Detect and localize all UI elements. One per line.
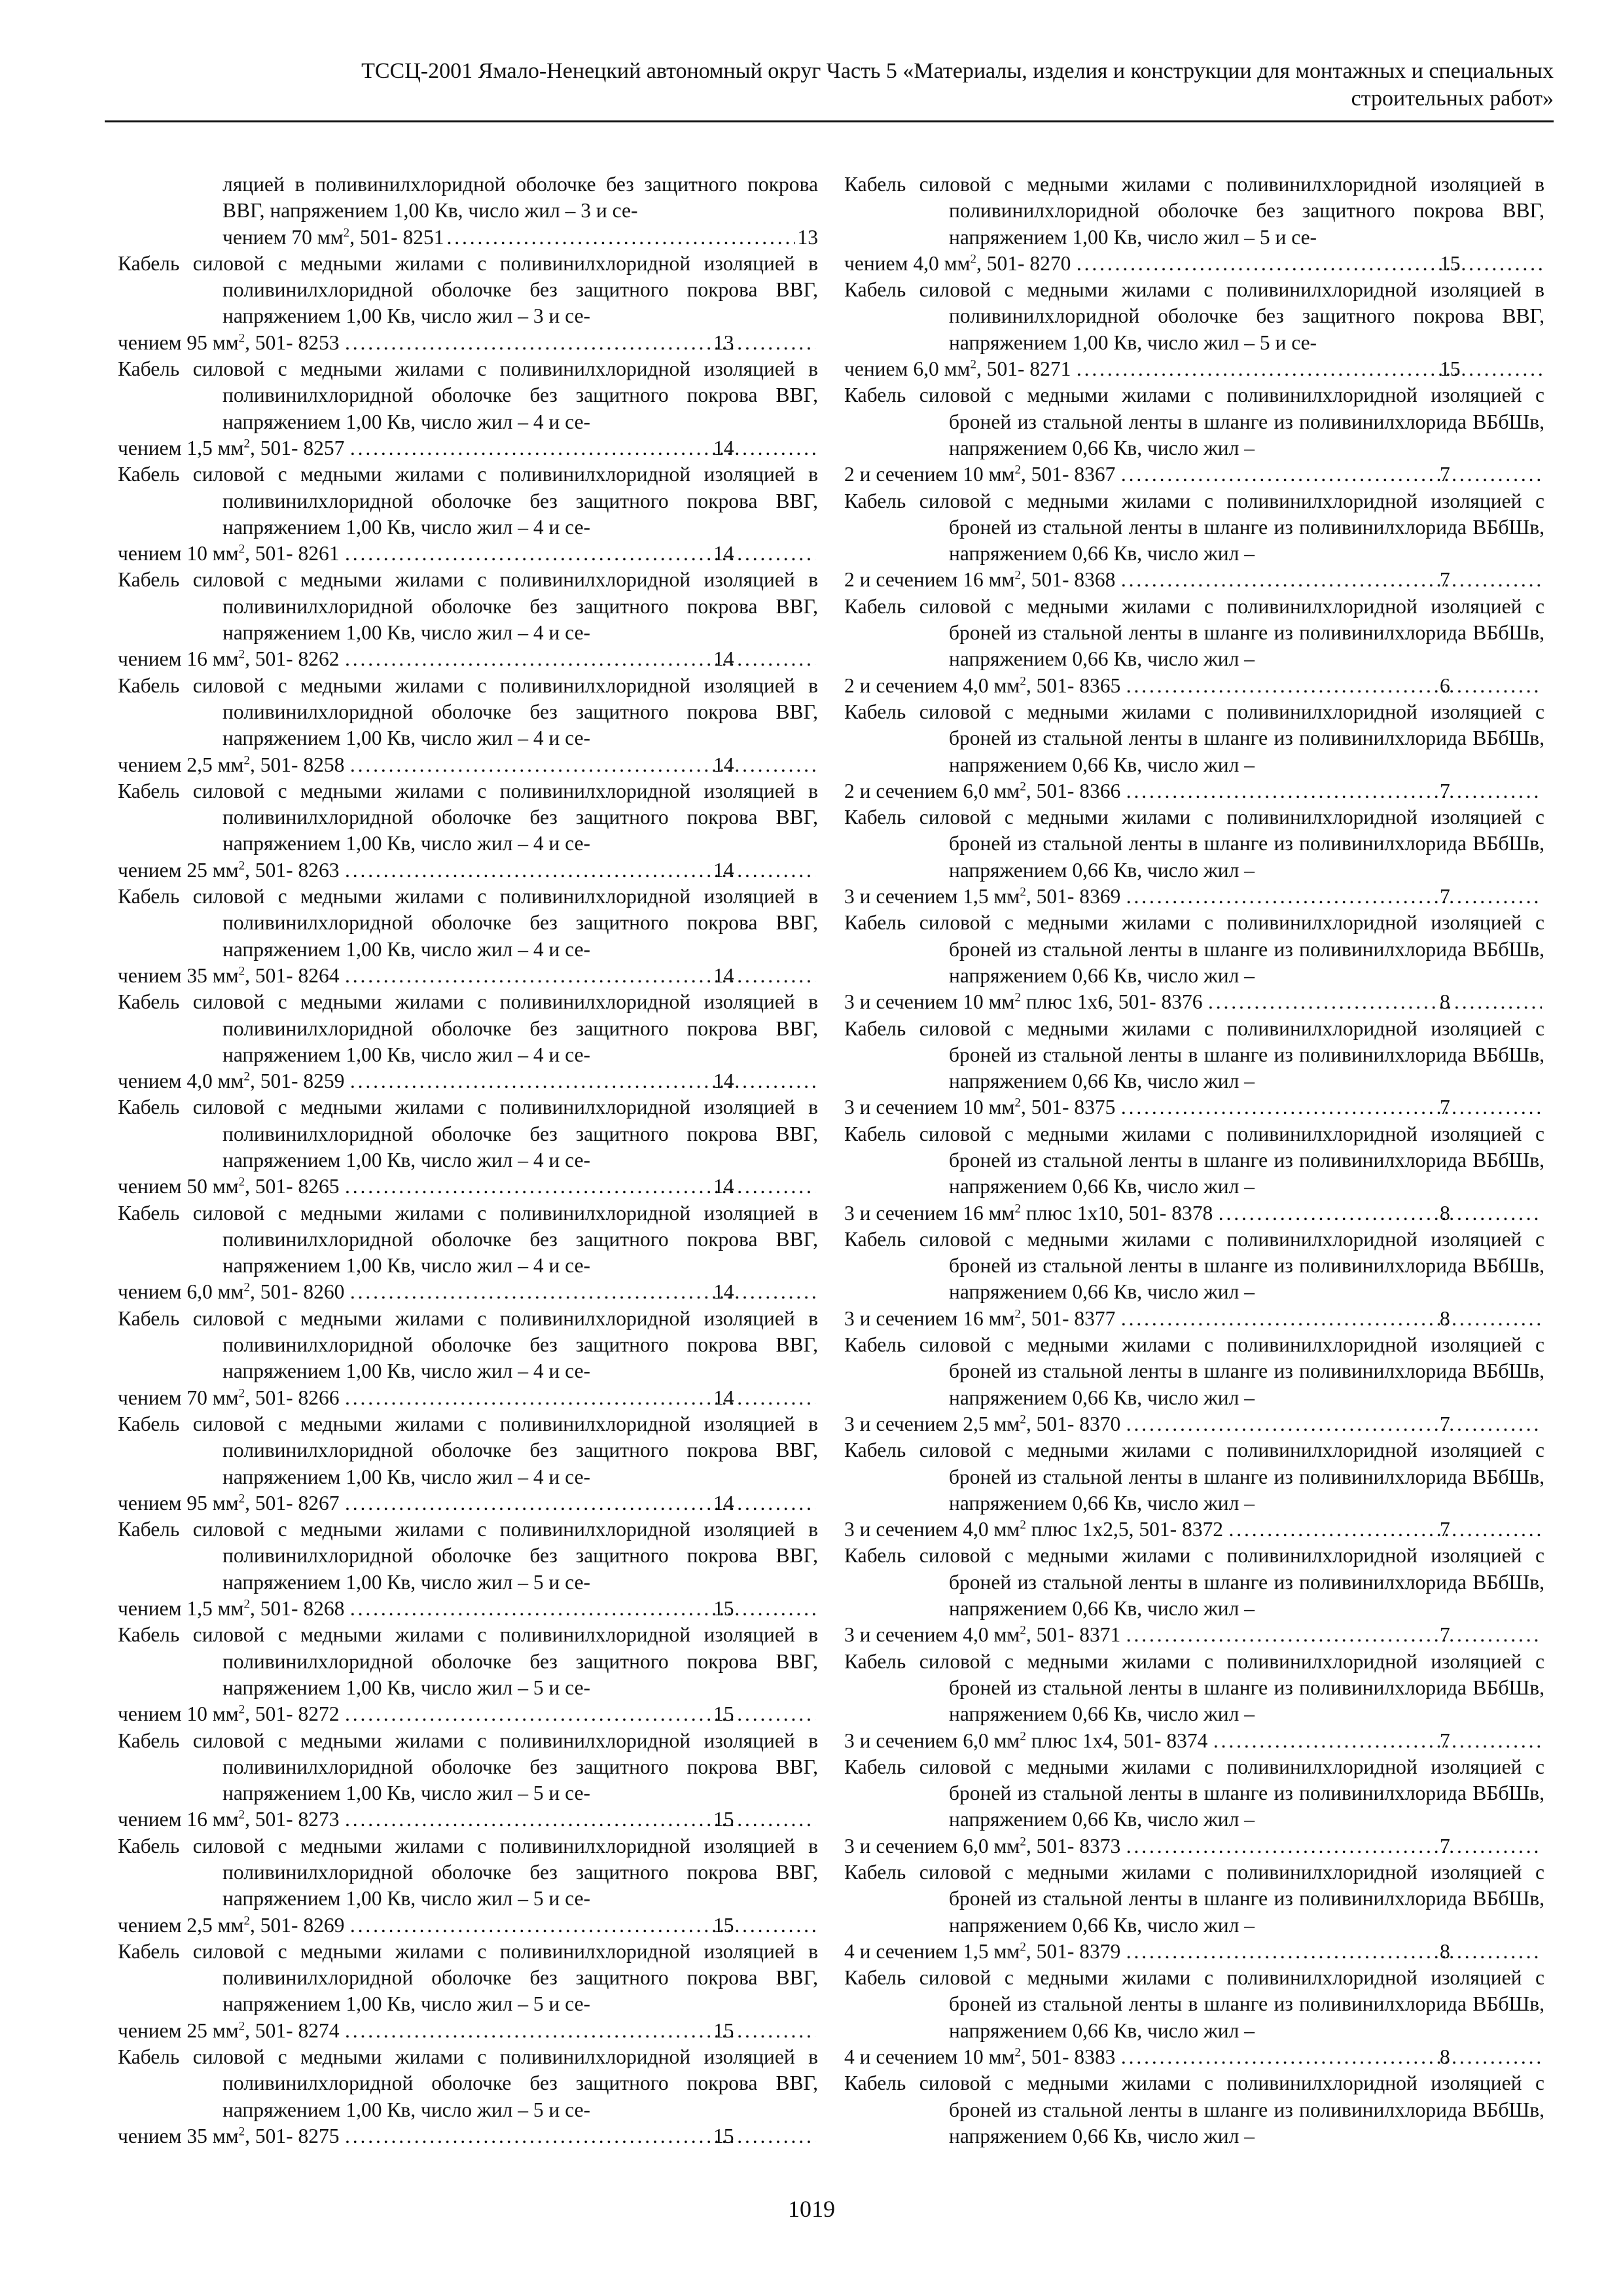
entry-tail: 3 и сечением 16 $мм^2$, 501- 8377 xyxy=(844,1306,1116,1330)
entry-text: Кабель силовой с медными жилами с поливинилхлоридной изоляцией с броней из стальной ленты в шланге из поливинилхлорида ВБбШв, напряжением 0,66 Кв, число жил – xyxy=(844,1649,1544,1726)
entry-tail: чением 70 $мм^2$, 501- 8251 xyxy=(223,225,444,249)
entry-text: Кабель силовой с медными жилами с поливинилхлоридной изоляцией с броней из стальной ленты в шланге из поливинилхлорида ВБбШв, напряжением 0,66 Кв, число жил – xyxy=(844,1122,1544,1198)
entry-text: Кабель силовой с медными жилами с поливинилхлоридной изоляцией в поливинилхлоридной оболочке без защитного покрова ВВГ, напряжением 1,00 Кв, число жил – 5 и се- xyxy=(118,1834,818,1910)
entry-last-line: 2 и сечением 4,0 $мм^2$, 501- 8365 . . . 6 xyxy=(949,673,1544,699)
index-entry xyxy=(118,567,818,672)
index-entry xyxy=(844,1227,1544,1332)
index-column-right xyxy=(844,171,1544,2149)
dot-leader xyxy=(1118,1094,1542,1121)
index-entry xyxy=(844,1543,1544,1648)
entry-text: Кабель силовой с медными жилами с поливинилхлоридной изоляцией в поливинилхлоридной оболочке без защитного покрова ВВГ, напряжением 1,00 Кв, число жил – 4 и се- xyxy=(118,1096,818,1172)
entry-text: Кабель силовой с медными жилами с поливинилхлоридной изоляцией в поливинилхлоридной оболочке без защитного покрова ВВГ, напряжением 1,00 Кв, число жил – 5 и се- xyxy=(118,1939,818,2016)
index-entry xyxy=(844,1965,1544,2070)
index-entry xyxy=(844,699,1544,804)
index-entry xyxy=(844,1121,1544,1227)
index-entry xyxy=(118,989,818,1094)
dot-leader xyxy=(342,1174,815,1200)
index-entry xyxy=(118,461,818,567)
index-entry xyxy=(118,1411,818,1516)
entry-tail: 3 и сечением 1,5 $мм^2$, 501- 8369 xyxy=(844,885,1121,908)
index-entry xyxy=(844,171,1544,277)
entry-page-number: 13 xyxy=(797,225,818,249)
dot-leader xyxy=(1123,673,1542,699)
dot-leader xyxy=(342,1701,815,1727)
entry-last-line: 2 и сечением 10 $мм^2$, 501- 8367 . . . 7 xyxy=(949,461,1544,488)
entry-tail: 3 и сечением 6,0 $мм^2$, 501- 8373 xyxy=(844,1834,1121,1857)
entry-tail: чением 4,0 $мм^2$, 501- 8259 xyxy=(118,1069,345,1093)
entry-last-line: чением 2,5 $мм^2$, 501- 8258 . . . 14 xyxy=(223,752,818,778)
entry-last-line: чением 35 $мм^2$, 501- 8264 . . . 14 xyxy=(223,963,818,989)
dot-leader xyxy=(342,857,815,884)
entry-text: Кабель силовой с медными жилами с поливинилхлоридной изоляцией в поливинилхлоридной оболочке без защитного покрова ВВГ, напряжением 1,00 Кв, число жил – 4 и се- xyxy=(118,779,818,855)
dot-leader xyxy=(347,1596,815,1622)
dot-leader xyxy=(342,1385,815,1411)
entry-text: Кабель силовой с медными жилами с поливинилхлоридной изоляцией с броней из стальной ленты в шланге из поливинилхлорида ВБбШв, напряжением 0,66 Кв, число жил – xyxy=(844,1544,1544,1621)
entry-last-line: 3 и сечением 6,0 $мм^2$ плюс 1х4, 501- 8374 . . . 7 xyxy=(949,1728,1544,1754)
entry-last-line: 3 и сечением 2,5 $мм^2$, 501- 8370 . . . 7 xyxy=(949,1411,1544,1437)
entry-text: Кабель силовой с медными жилами с поливинилхлоридной изоляцией в поливинилхлоридной оболочке без защитного покрова ВВГ, напряжением 1,00 Кв, число жил – 4 и се- xyxy=(118,673,818,750)
entry-last-line: 3 и сечением 10 $мм^2$ плюс 1х6, 501- 8376 . . . 8 xyxy=(949,989,1544,1015)
entry-text: Кабель силовой с медными жилами с поливинилхлоридной изоляцией в поливинилхлоридной оболочке без защитного покрова ВВГ, напряжением 1,00 Кв, число жил – 5 и се- xyxy=(844,173,1544,249)
index-entry xyxy=(844,277,1544,382)
entry-text: Кабель силовой с медными жилами с поливинилхлоридной изоляцией в поливинилхлоридной оболочке без защитного покрова ВВГ, напряжением 1,00 Кв, число жил – 4 и се- xyxy=(118,568,818,645)
dot-leader xyxy=(342,646,815,672)
dot-leader xyxy=(347,1912,815,1939)
page-number: 1019 xyxy=(788,2196,835,2222)
index-entry xyxy=(118,1200,818,1306)
entry-text: Кабель силовой с медными жилами с поливинилхлоридной изоляцией в поливинилхлоридной оболочке без защитного покрова ВВГ, напряжением 1,00 Кв, число жил – 4 и се- xyxy=(118,357,818,433)
index-entry xyxy=(844,1332,1544,1437)
index-column-left xyxy=(118,171,818,2149)
entry-text: Кабель силовой с медными жилами с поливинилхлоридной изоляцией с броней из стальной ленты в шланге из поливинилхлорида ВБбШв, напряжением 0,66 Кв, число жил – xyxy=(844,1755,1544,1831)
entry-text: Кабель силовой с медными жилами с поливинилхлоридной изоляцией в поливинилхлоридной оболочке без защитного покрова ВВГ, напряжением 1,00 Кв, число жил – 4 и се- xyxy=(118,463,818,539)
entry-text: Кабель силовой с медными жилами с поливинилхлоридной изоляцией в поливинилхлоридной оболочке без защитного покрова ВВГ, напряжением 1,00 Кв, число жил – 4 и се- xyxy=(118,990,818,1066)
entry-text: Кабель силовой с медными жилами с поливинилхлоридной изоляцией в поливинилхлоридной оболочке без защитного покрова ВВГ, напряжением 1,00 Кв, число жил – 5 и се- xyxy=(844,278,1544,354)
entry-text: Кабель силовой с медными жилами с поливинилхлоридной изоляцией в поливинилхлоридной оболочке без защитного покрова ВВГ, напряжением 1,00 Кв, число жил – 5 и се- xyxy=(118,2045,818,2121)
entry-tail: чением 1,5 $мм^2$, 501- 8268 xyxy=(118,1597,345,1621)
entry-tail: 3 и сечением 16 $мм^2$ плюс 1х10, 501- 8378 xyxy=(844,1201,1213,1225)
entry-tail: чением 35 $мм^2$, 501- 8264 xyxy=(118,963,340,987)
entry-tail: чением 95 $мм^2$, 501- 8253 xyxy=(118,331,340,354)
index-entry xyxy=(118,1939,818,2044)
dot-leader xyxy=(1118,461,1542,488)
dot-leader xyxy=(1118,2044,1542,2070)
entry-tail: 3 и сечением 4,0 $мм^2$ плюс 1х2,5, 501- 8372 xyxy=(844,1518,1223,1541)
entry-tail: 2 и сечением 6,0 $мм^2$, 501- 8366 xyxy=(844,779,1121,802)
dot-leader xyxy=(1123,778,1542,804)
entry-last-line: чением 2,5 $мм^2$, 501- 8269 . . . 15 xyxy=(223,1912,818,1939)
dot-leader xyxy=(1073,251,1542,277)
entry-tail: чением 10 $мм^2$, 501- 8261 xyxy=(118,542,340,565)
dot-leader xyxy=(342,1490,815,1516)
index-entry xyxy=(844,488,1544,594)
entry-tail: чением 95 $мм^2$, 501- 8267 xyxy=(118,1491,340,1515)
index-entry xyxy=(844,804,1544,910)
entry-last-line: 4 и сечением 1,5 $мм^2$, 501- 8379 . . . 8 xyxy=(949,1939,1544,1965)
dot-leader xyxy=(1210,1728,1542,1754)
entry-last-line: чением 70 $мм^2$, 501- 8266 . . . 14 xyxy=(223,1385,818,1411)
index-entry xyxy=(844,1649,1544,1754)
entry-text: Кабель силовой с медными жилами с поливинилхлоридной изоляцией в поливинилхлоридной оболочке без защитного покрова ВВГ, напряжением 1,00 Кв, число жил – 5 и се- xyxy=(118,1623,818,1699)
entry-tail: чением 70 $мм^2$, 501- 8266 xyxy=(118,1386,340,1409)
index-entry xyxy=(118,673,818,778)
entry-text: Кабель силовой с медными жилами с поливинилхлоридной изоляцией в поливинилхлоридной оболочке без защитного покрова ВВГ, напряжением 1,00 Кв, число жил – 3 и се- xyxy=(118,251,818,328)
dot-leader xyxy=(342,541,815,567)
entry-tail: 3 и сечением 10 $мм^2$ плюс 1х6, 501- 8376 xyxy=(844,990,1203,1014)
entry-tail: 2 и сечением 4,0 $мм^2$, 501- 8365 xyxy=(844,673,1121,697)
right-entry-list xyxy=(844,171,1544,2070)
dot-leader xyxy=(347,1068,815,1094)
entry-tail: чением 10 $мм^2$, 501- 8272 xyxy=(118,1702,340,1726)
entry-text: Кабель силовой с медными жилами с поливинилхлоридной изоляцией в поливинилхлоридной оболочке без защитного покрова ВВГ, напряжением 1,00 Кв, число жил – 4 и се- xyxy=(118,1201,818,1278)
entry-last-line: чением 16 $мм^2$, 501- 8273 . . . 15 xyxy=(223,1806,818,1833)
header-line-2: строительных работ» xyxy=(1351,86,1554,111)
index-entry xyxy=(844,1016,1544,1121)
entry-text: Кабель силовой с медными жилами с поливинилхлоридной изоляцией в поливинилхлоридной оболочке без защитного покрова ВВГ, напряжением 1,00 Кв, число жил – 4 и се- xyxy=(118,1306,818,1383)
entry-text: Кабель силовой с медными жилами с поливинилхлоридной изоляцией с броней из стальной ленты в шланге из поливинилхлорида ВБбШв, напряжением 0,66 Кв, число жил – xyxy=(844,911,1544,987)
index-entry xyxy=(118,1728,818,1833)
entry-last-line: чением 6,0 $мм^2$, 501- 8271 . . . 15 xyxy=(949,356,1544,382)
entry-last-line: 4 и сечением 10 $мм^2$, 501- 8383 . . . 8 xyxy=(949,2044,1544,2070)
entry-last-line: чением 16 $мм^2$, 501- 8262 . . . 14 xyxy=(223,646,818,672)
index-entry xyxy=(118,884,818,989)
entry-tail: чением 25 $мм^2$, 501- 8274 xyxy=(118,2018,340,2042)
entry-text: Кабель силовой с медными жилами с поливинилхлоридной изоляцией с броней из стальной ленты в шланге из поливинилхлорида ВБбШв, напряжением 0,66 Кв, число жил – xyxy=(844,2072,1544,2147)
entry-text: ляцией в поливинилхлоридной оболочке без защитного покрова ВВГ, напряжением 1,00 Кв, число жил – 3 и се- xyxy=(223,173,818,223)
entry-last-line: 3 и сечением 6,0 $мм^2$, 501- 8373 . . . 7 xyxy=(949,1833,1544,1859)
entry-last-line: чением 25 $мм^2$, 501- 8274 . . . 15 xyxy=(223,2018,818,2044)
entry-tail: чением 50 $мм^2$, 501- 8265 xyxy=(118,1175,340,1198)
entry-last-line: чением 6,0 $мм^2$, 501- 8260 . . . 14 xyxy=(223,1279,818,1305)
entry-text: Кабель силовой с медными жилами с поливинилхлоридной изоляцией с броней из стальной ленты в шланге из поливинилхлорида ВБбШв, напряжением 0,66 Кв, число жил – xyxy=(844,1966,1544,2042)
index-entry xyxy=(844,1437,1544,1543)
entry-last-line: чением 10 $мм^2$, 501- 8261 . . . 14 xyxy=(223,541,818,567)
entry-last-line: чением 10 $мм^2$, 501- 8272 . . . 15 xyxy=(223,1701,818,1727)
dot-leader xyxy=(342,963,815,989)
entry-tail: чением 16 $мм^2$, 501- 8262 xyxy=(118,647,340,671)
dot-leader xyxy=(1073,356,1542,382)
entry-tail: 4 и сечением 1,5 $мм^2$, 501- 8379 xyxy=(844,1939,1121,1963)
left-entry-list xyxy=(118,251,818,2149)
dot-leader xyxy=(347,435,815,461)
entry-tail: 2 и сечением 10 $мм^2$, 501- 8367 xyxy=(844,463,1116,486)
index-entry xyxy=(118,2044,818,2149)
dot-leader xyxy=(1118,567,1542,593)
index-entry xyxy=(118,1622,818,1727)
entry-last-line: чением 25 $мм^2$, 501- 8263 . . . 14 xyxy=(223,857,818,884)
entry-last-line: чением 4,0 $мм^2$, 501- 8259 . . . 14 xyxy=(223,1068,818,1094)
entry-tail: чением 2,5 $мм^2$, 501- 8258 xyxy=(118,753,345,776)
entry-text: Кабель силовой с медными жилами с поливинилхлоридной изоляцией с броней из стальной ленты в шланге из поливинилхлорида ВБбШв, напряжением 0,66 Кв, число жил – xyxy=(844,1439,1544,1515)
dot-leader xyxy=(1123,884,1542,910)
index-entry xyxy=(118,251,818,356)
entry-text: Кабель силовой с медными жилами с поливинилхлоридной изоляцией с броней из стальной ленты в шланге из поливинилхлорида ВБбШв, напряжением 0,66 Кв, число жил – xyxy=(844,489,1544,565)
index-entry xyxy=(844,594,1544,699)
entry-last-line: 2 и сечением 16 $мм^2$, 501- 8368 . . . 7 xyxy=(949,567,1544,593)
index-entry-trailing xyxy=(844,2070,1544,2149)
entry-last-line: 3 и сечением 16 $мм^2$, 501- 8377 . . . 8 xyxy=(949,1306,1544,1332)
index-entry xyxy=(844,382,1544,488)
index-entry-continued xyxy=(118,171,818,251)
entry-last-line: чением 35 $мм^2$, 501- 8275 . . . 15 xyxy=(223,2123,818,2149)
dot-leader xyxy=(1123,1622,1542,1648)
entry-last-line: 2 и сечением 6,0 $мм^2$, 501- 8366 . . . 7 xyxy=(949,778,1544,804)
dot-leader xyxy=(347,1279,815,1305)
entry-tail: чением 16 $мм^2$, 501- 8273 xyxy=(118,1808,340,1831)
entry-text: Кабель силовой с медными жилами с поливинилхлоридной изоляцией с броней из стальной ленты в шланге из поливинилхлорида ВБбШв, напряжением 0,66 Кв, число жил – xyxy=(844,1333,1544,1409)
entry-tail: чением 2,5 $мм^2$, 501- 8269 xyxy=(118,1913,345,1937)
dot-leader xyxy=(1123,1939,1542,1965)
entry-text: Кабель силовой с медными жилами с поливинилхлоридной изоляцией с броней из стальной ленты в шланге из поливинилхлорида ВБбШв, напряжением 0,66 Кв, число жил – xyxy=(844,1861,1544,1937)
dot-leader xyxy=(1123,1411,1542,1437)
entry-text: Кабель силовой с медными жилами с поливинилхлоридной изоляцией в поливинилхлоридной оболочке без защитного покрова ВВГ, напряжением 1,00 Кв, число жил – 4 и се- xyxy=(118,885,818,961)
entry-text: Кабель силовой с медными жилами с поливинилхлоридной изоляцией с броней из стальной ленты в шланге из поливинилхлорида ВБбШв, напряжением 0,66 Кв, число жил – xyxy=(844,594,1544,671)
entry-last-line: 3 и сечением 4,0 $мм^2$, 501- 8371 . . . 7 xyxy=(949,1622,1544,1648)
index-entry xyxy=(118,1306,818,1411)
entry-text: Кабель силовой с медными жилами с поливинилхлоридной изоляцией в поливинилхлоридной оболочке без защитного покрова ВВГ, напряжением 1,00 Кв, число жил – 5 и се- xyxy=(118,1729,818,1805)
entry-text: Кабель силовой с медными жилами с поливинилхлоридной изоляцией с броней из стальной ленты в шланге из поливинилхлорида ВБбШв, напряжением 0,66 Кв, число жил – xyxy=(844,384,1544,459)
entry-text: Кабель силовой с медными жилами с поливинилхлоридной изоляцией с броней из стальной ленты в шланге из поливинилхлорида ВБбШв, напряжением 0,66 Кв, число жил – xyxy=(844,806,1544,882)
entry-last-line: 3 и сечением 16 $мм^2$ плюс 1х10, 501- 8378 . . . 8 xyxy=(949,1200,1544,1227)
entry-tail: 3 и сечением 2,5 $мм^2$, 501- 8370 xyxy=(844,1412,1121,1435)
entry-tail: чением 4,0 $мм^2$, 501- 8270 xyxy=(844,251,1071,275)
entry-text: Кабель силовой с медными жилами с поливинилхлоридной изоляцией в поливинилхлоридной оболочке без защитного покрова ВВГ, напряжением 1,00 Кв, число жил – 5 и се- xyxy=(118,1518,818,1594)
running-header xyxy=(105,58,1554,113)
dot-leader xyxy=(1123,1833,1542,1859)
index-entry xyxy=(118,778,818,884)
entry-last-line: чением 1,5 $мм^2$, 501- 8268 . . . 15 xyxy=(223,1596,818,1622)
entry-last-line xyxy=(223,224,818,251)
index-entry xyxy=(118,1094,818,1200)
entry-last-line: 3 и сечением 1,5 $мм^2$, 501- 8369 . . . 7 xyxy=(949,884,1544,910)
index-entry xyxy=(844,1859,1544,1965)
entry-tail: чением 1,5 $мм^2$, 501- 8257 xyxy=(118,436,345,459)
entry-last-line: чением 95 $мм^2$, 501- 8253 . . . 13 xyxy=(223,330,818,356)
header-rule xyxy=(105,120,1554,122)
entry-text: Кабель силовой с медными жилами с поливинилхлоридной изоляцией с броней из стальной ленты в шланге из поливинилхлорида ВБбШв, напряжением 0,66 Кв, число жил – xyxy=(844,1016,1544,1093)
dot-leader xyxy=(342,1806,815,1833)
entry-text: Кабель силовой с медными жилами с поливинилхлоридной изоляцией в поливинилхлоридной оболочке без защитного покрова ВВГ, напряжением 1,00 Кв, число жил – 4 и се- xyxy=(118,1412,818,1488)
entry-tail: чением 35 $мм^2$, 501- 8275 xyxy=(118,2124,340,2147)
entry-tail: чением 25 $мм^2$, 501- 8263 xyxy=(118,858,340,882)
entry-tail: чением 6,0 $мм^2$, 501- 8271 xyxy=(844,357,1071,381)
dot-leader xyxy=(342,2018,815,2044)
index-entry xyxy=(118,1833,818,1939)
entry-last-line: чением 4,0 $мм^2$, 501- 8270 . . . 15 xyxy=(949,251,1544,277)
entry-tail: чением 6,0 $мм^2$, 501- 8260 xyxy=(118,1280,345,1304)
entry-tail: 3 и сечением 4,0 $мм^2$, 501- 8371 xyxy=(844,1623,1121,1647)
entry-last-line: чением 1,5 $мм^2$, 501- 8257 . . . 14 xyxy=(223,435,818,461)
dot-leader xyxy=(446,224,794,251)
entry-tail: 2 и сечением 16 $мм^2$, 501- 8368 xyxy=(844,568,1116,592)
entry-last-line: чением 95 $мм^2$, 501- 8267 . . . 14 xyxy=(223,1490,818,1516)
dot-leader xyxy=(347,752,815,778)
entry-last-line: чением 50 $мм^2$, 501- 8265 . . . 14 xyxy=(223,1174,818,1200)
entry-tail: 4 и сечением 10 $мм^2$, 501- 8383 xyxy=(844,2045,1116,2069)
entry-text: Кабель силовой с медными жилами с поливинилхлоридной изоляцией с броней из стальной ленты в шланге из поливинилхлорида ВБбШв, напряжением 0,66 Кв, число жил – xyxy=(844,1227,1544,1304)
entry-text: Кабель силовой с медными жилами с поливинилхлоридной изоляцией с броней из стальной ленты в шланге из поливинилхлорида ВБбШв, напряжением 0,66 Кв, число жил – xyxy=(844,700,1544,776)
header-line-1: ТССЦ-2001 Ямало-Ненецкий автономный округ Часть 5 «Материалы, изделия и конструкции для монтажных и специальных xyxy=(361,59,1554,83)
entry-tail: 3 и сечением 10 $мм^2$, 501- 8375 xyxy=(844,1096,1116,1119)
entry-last-line: 3 и сечением 4,0 $мм^2$ плюс 1х2,5, 501- 8372 . . . 7 xyxy=(949,1516,1544,1543)
entry-last-line: 3 и сечением 10 $мм^2$, 501- 8375 . . . 7 xyxy=(949,1094,1544,1121)
dot-leader xyxy=(1205,989,1542,1015)
dot-leader xyxy=(342,2123,815,2149)
dot-leader xyxy=(1226,1516,1542,1543)
index-entry xyxy=(118,356,818,461)
dot-leader xyxy=(1118,1306,1542,1332)
dot-leader xyxy=(342,330,815,356)
index-entry xyxy=(844,910,1544,1015)
index-entry xyxy=(844,1754,1544,1859)
index-entry xyxy=(118,1516,818,1622)
dot-leader xyxy=(1215,1200,1542,1227)
entry-tail: 3 и сечением 6,0 $мм^2$ плюс 1х4, 501- 8374 xyxy=(844,1729,1208,1752)
